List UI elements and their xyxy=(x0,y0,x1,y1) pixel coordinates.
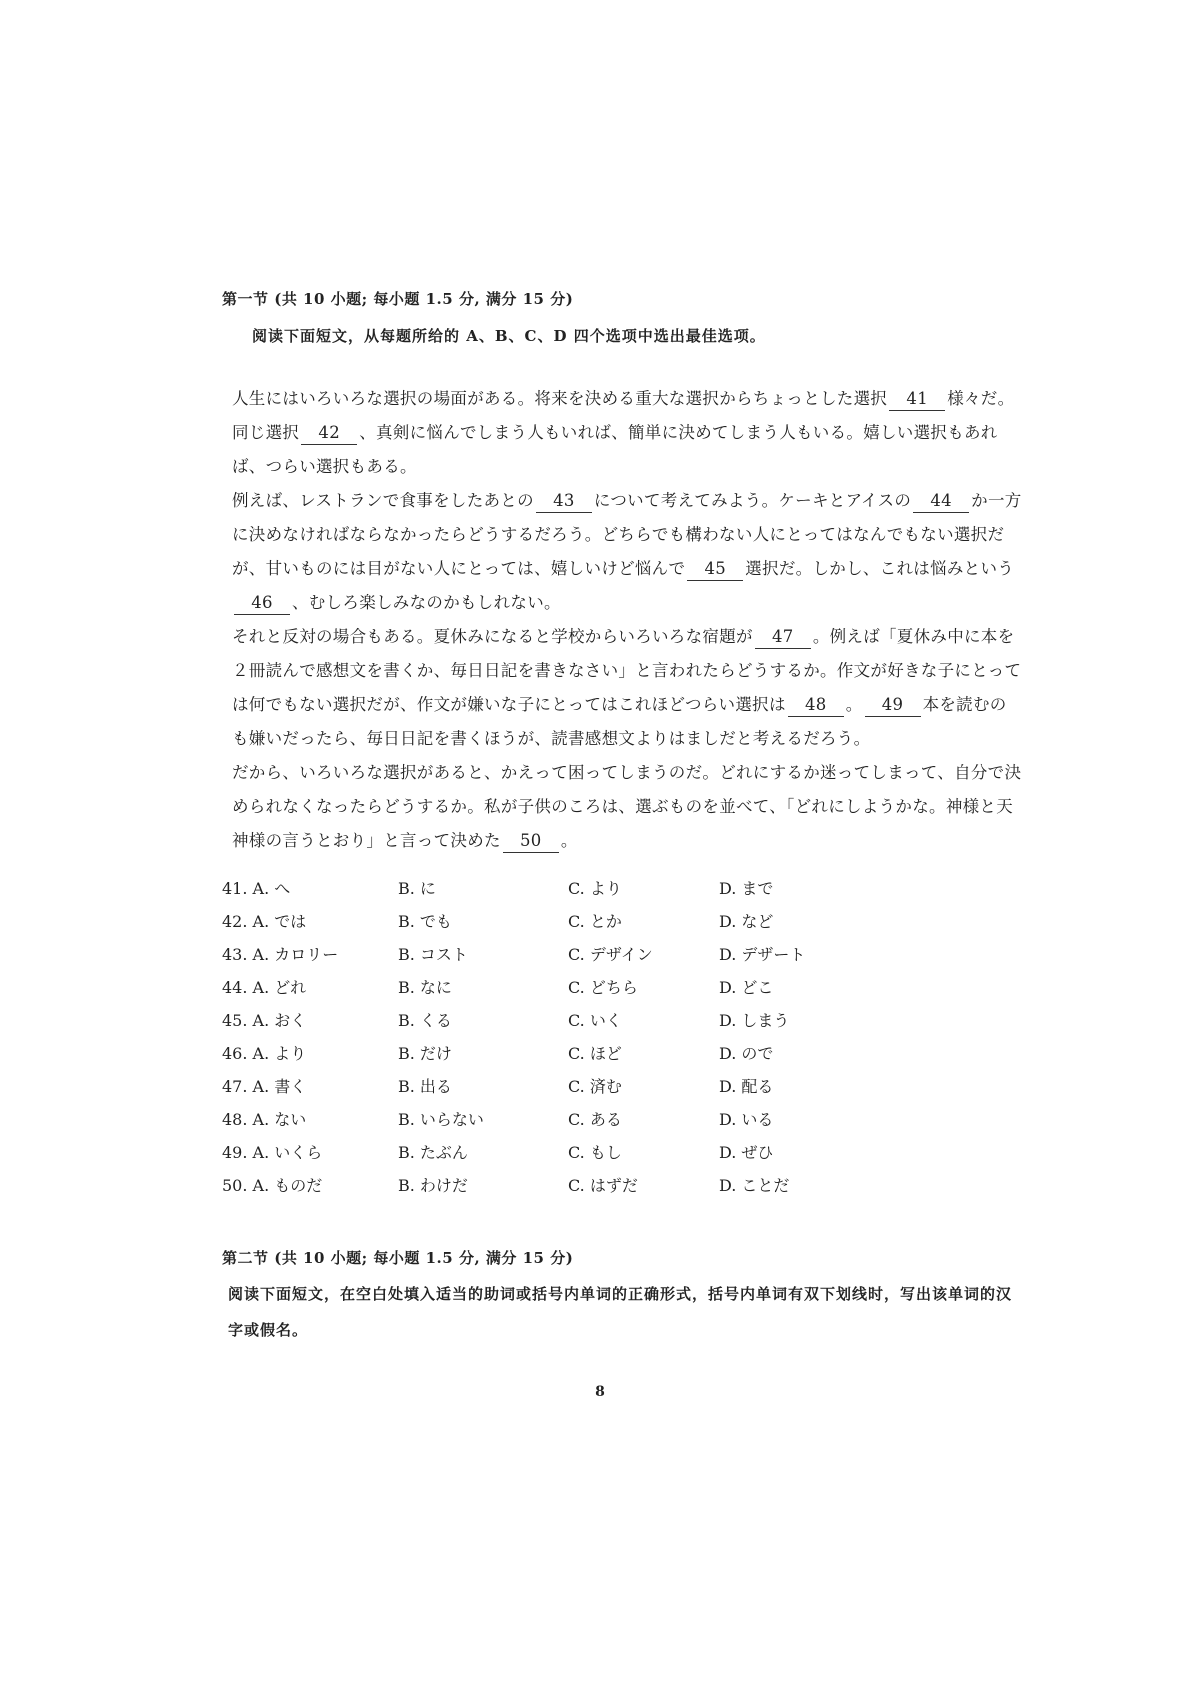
option-choice: C. ある xyxy=(568,1110,622,1129)
passage-text: 。例えば「夏休み中に本を２冊読んで感想文を書くか、毎日日記を書きなさい」と言われたらどうするか。作文が好きな子にとっては何でもない選択だが、作文が嫌いな子にとってはこれほどつらい選択は xyxy=(232,627,1022,714)
option-choice: D. しまう xyxy=(719,1011,790,1030)
option-choice: 41. A. へ xyxy=(222,879,291,898)
blank-49: 49 xyxy=(865,694,921,717)
passage-text: 様々だ。同じ選択 xyxy=(232,389,1015,442)
option-row xyxy=(222,909,842,942)
option-choice: D. どこ xyxy=(719,978,774,997)
section1-instruction: 阅读下面短文，从每题所给的 A、B、C、D 四个选项中选出最佳选项。 xyxy=(252,327,766,345)
section1-heading: 第一节 (共 10 小题; 每小题 1.5 分, 满分 15 分) xyxy=(222,290,574,308)
option-row xyxy=(222,975,842,1008)
option-row xyxy=(222,1074,842,1107)
option-choice: 42. A. では xyxy=(222,912,307,931)
passage-text: 、真剣に悩んでしまう人もいれば、簡単に決めてしまう人もいる。嬉しい選択もあれば、つらい選択もある。 xyxy=(232,423,998,476)
option-choice: 46. A. より xyxy=(222,1044,307,1063)
option-choice: B. いらない xyxy=(398,1110,484,1129)
option-row xyxy=(222,1008,842,1041)
option-choice: C. 済む xyxy=(568,1077,622,1096)
passage-paragraph xyxy=(232,484,1022,620)
option-choice: D. まで xyxy=(719,879,774,898)
option-choice: D. ので xyxy=(719,1044,774,1063)
option-row xyxy=(222,942,842,975)
page-number: 8 xyxy=(595,1384,605,1400)
option-choice: D. デザート xyxy=(719,945,806,964)
option-choice: D. ぜひ xyxy=(719,1143,774,1162)
passage-text: 例えば、レストランで食事をしたあとの xyxy=(232,491,534,510)
option-choice: D. 配る xyxy=(719,1077,774,1096)
option-choice: C. どちら xyxy=(568,978,638,997)
passage-paragraph xyxy=(232,382,1022,484)
option-choice: C. より xyxy=(568,879,622,898)
reading-passage xyxy=(232,382,1022,858)
option-row xyxy=(222,1140,842,1173)
blank-46: 46 xyxy=(234,592,290,615)
option-choice: D. ことだ xyxy=(719,1176,790,1195)
passage-text: 本を読むのも嫌いだったら、毎日日記を書くほうが、読書感想文よりはましだと考えるだろう。 xyxy=(232,695,1007,748)
option-choice: 50. A. ものだ xyxy=(222,1176,323,1195)
option-choice: 44. A. どれ xyxy=(222,978,307,997)
option-choice: B. でも xyxy=(398,912,452,931)
passage-paragraph xyxy=(232,620,1022,756)
option-choice: C. はずだ xyxy=(568,1176,638,1195)
passage-text: 選択だ。しかし、これは悩みという xyxy=(745,559,1015,578)
section2-instruction: 阅读下面短文，在空白处填入适当的助词或括号内单词的正确形式，括号内单词有双下划线时，写出该单词的汉字或假名。 xyxy=(228,1285,1013,1339)
option-choice: 47. A. 書く xyxy=(222,1077,307,1096)
blank-48: 48 xyxy=(788,694,844,717)
option-choice: C. いく xyxy=(568,1011,622,1030)
passage-text: 人生にはいろいろな選択の場面がある。将来を決める重大な選択からちょっとした選択 xyxy=(232,389,888,408)
option-choice: D. いる xyxy=(719,1110,774,1129)
passage-paragraph xyxy=(232,756,1022,858)
option-choice: B. なに xyxy=(398,978,452,997)
option-row xyxy=(222,1041,842,1074)
option-choice: C. とか xyxy=(568,912,622,931)
blank-44: 44 xyxy=(913,490,969,513)
option-choice: C. ほど xyxy=(568,1044,622,1063)
passage-text: 、むしろ楽しみなのかもしれない。 xyxy=(292,593,561,612)
passage-text: について考えてみよう。ケーキとアイスの xyxy=(593,491,912,510)
option-choice: 43. A. カロリー xyxy=(222,945,339,964)
option-row xyxy=(222,1173,842,1206)
option-choice: B. だけ xyxy=(398,1044,452,1063)
option-choice: C. もし xyxy=(568,1143,622,1162)
option-choice: 48. A. ない xyxy=(222,1110,307,1129)
blank-43: 43 xyxy=(536,490,592,513)
passage-text: だから、いろいろな選択があると、かえって困ってしまうのだ。どれにするか迷ってしまって、自分で決められなくなったらどうするか。私が子供のころは、選ぶものを並べて、「どれにしようかな。神様と天神様の言うとおり」と言って決めた xyxy=(232,763,1022,850)
blank-45: 45 xyxy=(687,558,743,581)
blank-50: 50 xyxy=(503,830,559,853)
blank-47: 47 xyxy=(755,626,811,649)
passage-text: か一方に決めなければならなかったらどうするだろう。どちらでも構わない人にとってはなんでもない選択だが、甘いものには目がない人にとっては、嬉しいけど悩んで xyxy=(232,491,1022,578)
option-choice: D. など xyxy=(719,912,774,931)
option-choice: B. 出る xyxy=(398,1077,452,1096)
section2-heading: 第二节 (共 10 小题; 每小题 1.5 分, 满分 15 分) xyxy=(222,1249,574,1267)
option-choice: B. くる xyxy=(398,1011,452,1030)
option-choice: 45. A. おく xyxy=(222,1011,307,1030)
option-row xyxy=(222,1107,842,1140)
answer-options xyxy=(222,876,842,1206)
passage-text: 。 xyxy=(845,695,863,714)
option-choice: B. に xyxy=(398,879,436,898)
passage-text: それと反対の場合もある。夏休みになると学校からいろいろな宿題が xyxy=(232,627,753,646)
option-choice: B. コスト xyxy=(398,945,468,964)
option-choice: B. わけだ xyxy=(398,1176,468,1195)
option-choice: B. たぶん xyxy=(398,1143,468,1162)
option-choice: C. デザイン xyxy=(568,945,653,964)
option-row xyxy=(222,876,842,909)
blank-41: 41 xyxy=(889,388,945,411)
option-choice: 49. A. いくら xyxy=(222,1143,323,1162)
blank-42: 42 xyxy=(301,422,357,445)
passage-text: 。 xyxy=(560,831,578,850)
